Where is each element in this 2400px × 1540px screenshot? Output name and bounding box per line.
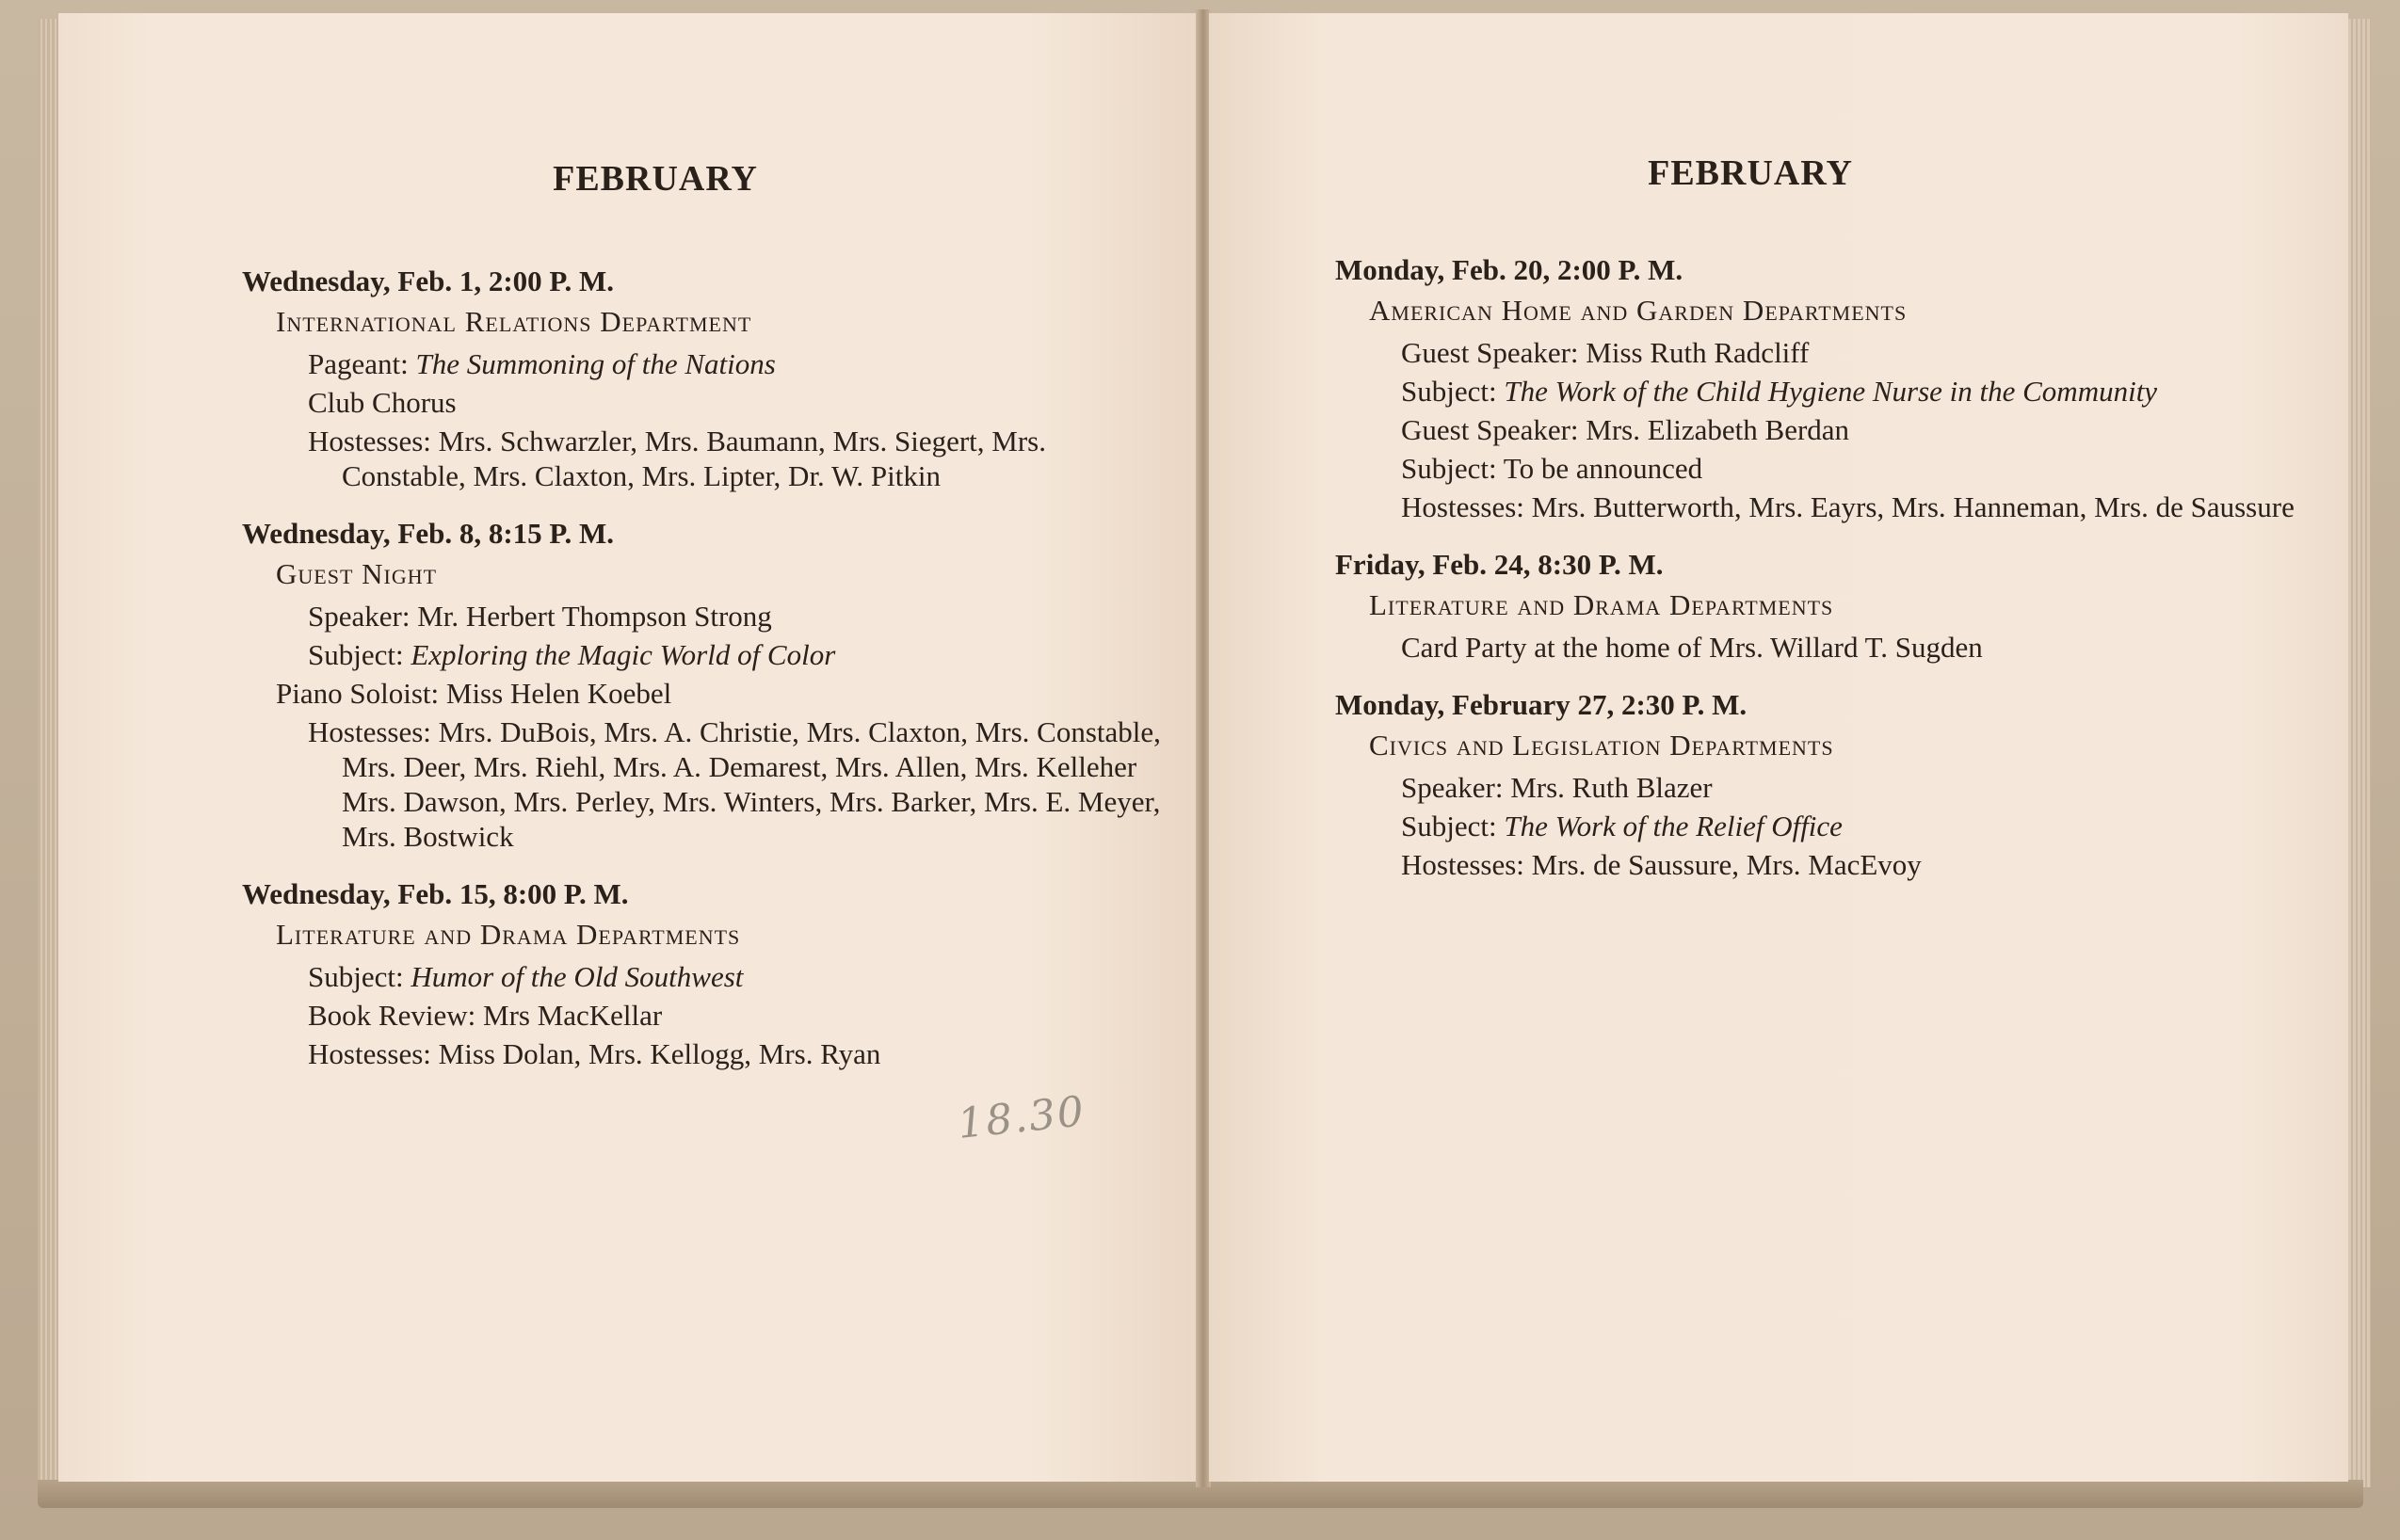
detail-value: The Summoning of the Nations — [415, 347, 776, 380]
event-date: Wednesday, Feb. 8, 8:15 P. M. — [242, 517, 614, 550]
detail-label: Hostesses: — [308, 425, 439, 457]
event-detail-line — [308, 714, 1165, 854]
event-entry — [242, 264, 1165, 493]
event-department: Literature and Drama Departments — [1369, 588, 1834, 621]
event-details — [1401, 770, 2295, 882]
event-detail-line — [1401, 770, 2295, 805]
detail-label: Hostesses: — [1401, 848, 1532, 881]
detail-label: Pageant: — [308, 347, 416, 380]
event-entry — [242, 516, 1165, 854]
right-page-title: FEBRUARY — [1648, 153, 1853, 193]
detail-label: Subject: — [1401, 810, 1505, 842]
left-page — [58, 13, 1198, 1482]
detail-label: Book Review: — [308, 999, 483, 1032]
left-page-title: FEBRUARY — [553, 159, 758, 199]
detail-value: Miss Helen Koebel — [445, 677, 672, 710]
event-detail-line — [308, 346, 1165, 381]
detail-label: Piano Soloist: — [276, 677, 446, 710]
event-details — [1401, 630, 2295, 665]
event-details — [1401, 335, 2295, 524]
detail-value: To be announced — [1503, 452, 1703, 485]
event-detail-line — [308, 637, 1165, 672]
event-department: Literature and Drama Departments — [276, 918, 741, 951]
event-detail-line — [276, 676, 1165, 711]
event-detail-line — [1401, 335, 2295, 370]
page-edge-right — [2348, 19, 2371, 1487]
detail-label: Hostesses: — [1401, 490, 1532, 523]
detail-value: Humor of the Old Southwest — [411, 960, 744, 993]
event-details — [308, 959, 1165, 1071]
event-detail-line — [308, 1036, 1165, 1071]
pencil-annotation: 18.30 — [955, 1087, 1088, 1148]
detail-value: Mrs. Ruth Blazer — [1510, 771, 1713, 804]
detail-label: Subject: — [308, 638, 411, 671]
detail-value: Mrs. Schwarzler, Mrs. Baumann, Mrs. Siegert, Mrs. Constable, Mrs. Claxton, Mrs. Lipter, Dr. W. Pitkin — [342, 425, 1046, 492]
event-detail-line — [308, 385, 1165, 420]
detail-label: Subject: — [308, 960, 411, 993]
detail-label: Club Chorus — [308, 386, 457, 419]
detail-value: The Work of the Child Hygiene Nurse in the Community — [1504, 375, 2158, 408]
detail-value: Mrs MacKellar — [483, 999, 663, 1032]
event-detail-line — [1401, 412, 2295, 447]
event-department: International Relations Department — [276, 305, 752, 338]
event-date: Wednesday, Feb. 1, 2:00 P. M. — [242, 265, 614, 297]
event-date: Wednesday, Feb. 15, 8:00 P. M. — [242, 877, 629, 910]
event-entry — [1335, 252, 2295, 524]
event-entry — [1335, 687, 2295, 882]
detail-value: Mrs. Elizabeth Berdan — [1586, 413, 1850, 446]
page-edge-left — [38, 19, 58, 1487]
detail-label: Hostesses: — [308, 715, 439, 748]
event-detail-line — [1401, 847, 2295, 882]
event-detail-line — [1401, 809, 2295, 843]
event-date: Monday, February 27, 2:30 P. M. — [1335, 688, 1748, 721]
event-details — [308, 346, 1165, 493]
detail-value: Mr. Herbert Thompson Strong — [417, 600, 772, 633]
event-entry — [1335, 547, 2295, 665]
event-date: Friday, Feb. 24, 8:30 P. M. — [1335, 548, 1664, 581]
event-entry — [242, 876, 1165, 1071]
event-detail-line — [1401, 630, 2295, 665]
right-page — [1209, 13, 2348, 1482]
event-detail-line — [308, 424, 1165, 493]
detail-value: Mrs. Butterworth, Mrs. Eayrs, Mrs. Hanneman, Mrs. de Saussure — [1531, 490, 2295, 523]
left-event-list — [242, 264, 1165, 1094]
detail-value: Miss Ruth Radcliff — [1586, 336, 1810, 369]
detail-label: Speaker: — [308, 600, 418, 633]
detail-value: The Work of the Relief Office — [1504, 810, 1843, 842]
event-department: American Home and Garden Departments — [1369, 294, 1908, 327]
event-detail-line — [1401, 489, 2295, 524]
event-detail-line — [308, 599, 1165, 634]
event-detail-line — [308, 998, 1165, 1033]
detail-label: Subject: — [1401, 452, 1504, 485]
event-department: Guest Night — [276, 557, 438, 590]
event-detail-line — [1401, 374, 2295, 409]
detail-label: Hostesses: — [308, 1037, 439, 1070]
event-department: Civics and Legislation Departments — [1369, 729, 1834, 762]
detail-label: Guest Speaker: — [1401, 336, 1587, 369]
event-date: Monday, Feb. 20, 2:00 P. M. — [1335, 253, 1683, 286]
detail-value: Mrs. DuBois, Mrs. A. Christie, Mrs. Claxton, Mrs. Constable, Mrs. Deer, Mrs. Riehl, Mrs. A. Demarest, Mrs. Allen, Mrs. Kelleher Mrs. Dawson, Mrs. Perley, Mrs. Winters, Mrs. Barker, Mrs. E. Meyer, Mrs. Bostwick — [342, 715, 1161, 853]
detail-label: Guest Speaker: — [1401, 413, 1587, 446]
detail-value: Exploring the Magic World of Color — [411, 638, 836, 671]
event-detail-line — [308, 959, 1165, 994]
event-detail-line — [1401, 451, 2295, 486]
right-event-list — [1335, 252, 2295, 905]
detail-label: Speaker: — [1401, 771, 1511, 804]
event-details — [276, 599, 1165, 854]
detail-label: Subject: — [1401, 375, 1505, 408]
detail-label: Card Party at the home of Mrs. Willard T. Sugden — [1401, 631, 1983, 664]
detail-value: Miss Dolan, Mrs. Kellogg, Mrs. Ryan — [438, 1037, 881, 1070]
detail-value: Mrs. de Saussure, Mrs. MacEvoy — [1531, 848, 1922, 881]
